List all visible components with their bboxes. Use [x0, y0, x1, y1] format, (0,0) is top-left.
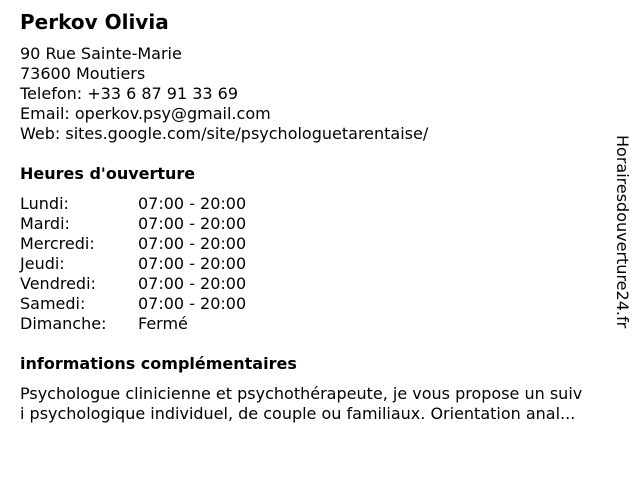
hours-day: Dimanche: [20, 314, 107, 333]
hours-time: 07:00 - 20:00 [138, 234, 247, 253]
hours-heading: Heures d'ouverture [20, 164, 196, 183]
watermark-text: Horairesdouverture24.fr [613, 135, 632, 329]
hours-time: 07:00 - 20:00 [138, 214, 247, 233]
hours-day: Vendredi: [20, 274, 96, 293]
phone-text: Telefon: +33 6 87 91 33 69 [20, 84, 239, 103]
description-line-1: Psychologue clinicienne et psychothérapeute, je vous propose un suiv [20, 384, 583, 403]
email-text: Email: operkov.psy@gmail.com [20, 104, 271, 123]
business-name: Perkov Olivia [20, 10, 169, 34]
info-heading: informations complémentaires [20, 354, 297, 373]
hours-day: Lundi: [20, 194, 69, 213]
hours-time: 07:00 - 20:00 [138, 294, 247, 313]
hours-time: 07:00 - 20:00 [138, 254, 247, 273]
hours-day: Mercredi: [20, 234, 95, 253]
website-text: Web: sites.google.com/site/psychologuetarentaise/ [20, 124, 429, 143]
hours-time: Fermé [138, 314, 188, 333]
hours-day: Jeudi: [20, 254, 65, 273]
hours-day: Mardi: [20, 214, 70, 233]
description-line-2: i psychologique individuel, de couple ou familiaux. Orientation anal... [20, 404, 576, 423]
address-line-2: 73600 Moutiers [20, 64, 146, 83]
hours-time: 07:00 - 20:00 [138, 194, 247, 213]
hours-day: Samedi: [20, 294, 86, 313]
description-text [20, 384, 630, 424]
hours-time: 07:00 - 20:00 [138, 274, 247, 293]
address-line-1: 90 Rue Sainte-Marie [20, 44, 182, 63]
contact-block [20, 44, 428, 144]
